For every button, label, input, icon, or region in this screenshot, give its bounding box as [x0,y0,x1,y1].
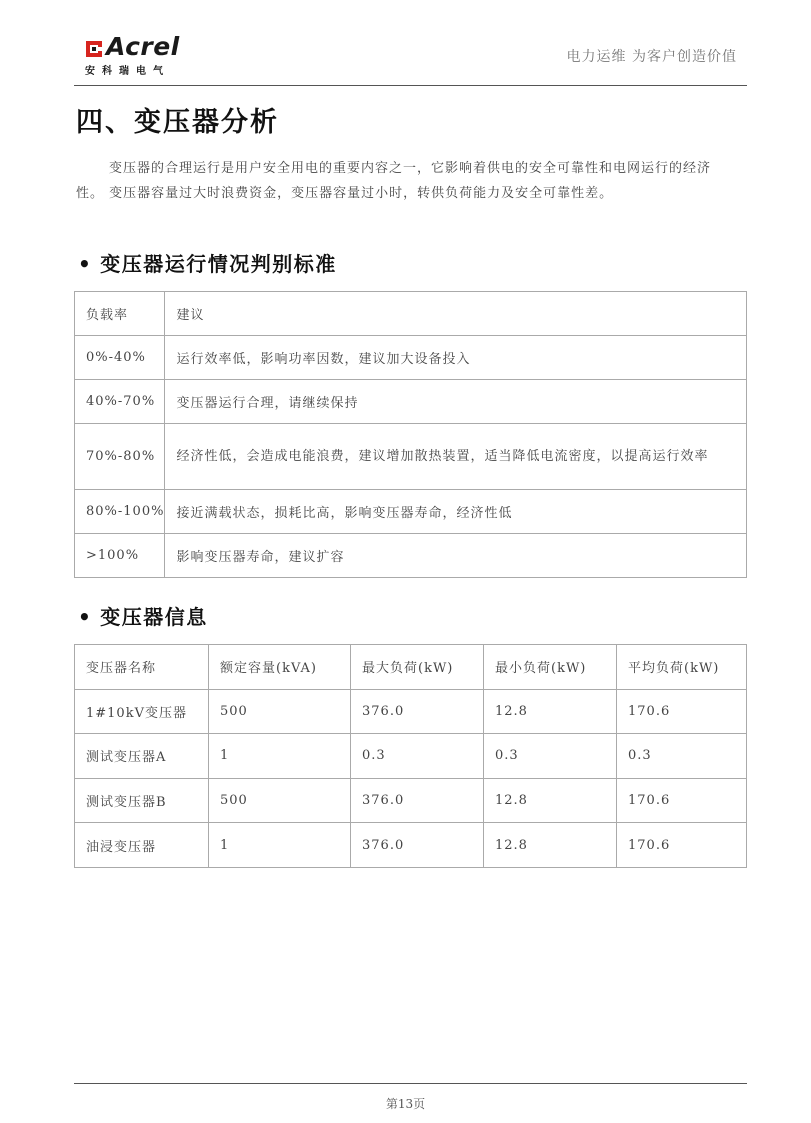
table-row [75,734,747,779]
table-row [75,336,747,380]
table-cell: 12.8 [484,778,617,823]
transformer-info-table [74,644,747,868]
table-row [75,778,747,823]
table-cell: 12.8 [484,689,617,734]
table-row [75,534,747,578]
table-cell: 70%-80% [75,424,165,490]
table-cell: 40%-70% [75,380,165,424]
table-cell: 0.3 [484,734,617,779]
footer-divider [74,1083,747,1084]
table-cell: 测试变压器B [75,778,209,823]
table-header-cell: 额定容量(kVA) [209,645,351,690]
table-cell: >100% [75,534,165,578]
section-title: 四、变压器分析 [76,107,279,138]
criteria-heading-text: 变压器运行情况判别标准 [100,252,337,276]
table-header-row [75,292,747,336]
logo-text: Acrel [106,32,180,61]
table-header-cell: 平均负荷(kW) [617,645,747,690]
table-cell: 170.6 [617,689,747,734]
table-cell: 油浸变压器 [75,823,209,868]
table-cell: 0%-40% [75,336,165,380]
logo-subtext: 安科瑞电气 [85,66,170,77]
table-row [75,490,747,534]
table-cell: 影响变压器寿命，建议扩容 [165,534,747,578]
table-row [75,380,747,424]
table-cell: 经济性低，会造成电能浪费，建议增加散热装置，适当降低电流密度，以提高运行效率 [165,424,747,490]
table-cell: 0.3 [351,734,484,779]
table-cell: 500 [209,778,351,823]
bullet-dot-icon: • [78,252,93,276]
page-header [74,30,747,86]
table-header-cell: 建议 [165,292,747,336]
table-cell: 376.0 [351,778,484,823]
table-row [75,689,747,734]
logo-mark-icon [84,38,104,60]
table-cell: 0.3 [617,734,747,779]
table-cell: 376.0 [351,689,484,734]
table-cell: 500 [209,689,351,734]
table-header-row [75,645,747,690]
table-cell: 运行效率低，影响功率因数，建议加大设备投入 [165,336,747,380]
bullet-dot-icon: • [78,605,93,629]
table-cell: 测试变压器A [75,734,209,779]
table-cell: 接近满载状态，损耗比高，影响变压器寿命，经济性低 [165,490,747,534]
table-cell: 80%-100% [75,490,165,534]
criteria-heading [78,248,337,277]
page-number: 第13页 [385,1097,426,1111]
table-row [75,823,747,868]
table-header-cell: 最小负荷(kW) [484,645,617,690]
table-cell: 变压器运行合理，请继续保持 [165,380,747,424]
table-cell: 12.8 [484,823,617,868]
table-cell: 170.6 [617,823,747,868]
table-cell: 1 [209,823,351,868]
table-cell: 1 [209,734,351,779]
acrel-logo [84,34,194,78]
table-cell: 1#10kV变压器 [75,689,209,734]
info-heading [78,601,208,630]
info-heading-text: 变压器信息 [100,605,208,629]
criteria-table [74,291,747,578]
table-cell: 170.6 [617,778,747,823]
table-cell: 376.0 [351,823,484,868]
table-header-cell: 变压器名称 [75,645,209,690]
table-header-cell: 最大负荷(kW) [351,645,484,690]
header-slogan: 电力运维 为客户创造价值 [566,49,737,65]
intro-paragraph: 变压器的合理运行是用户安全用电的重要内容之一，它影响着供电的安全可靠性和电网运行的经济性。 变压器容量过大时浪费资金，变压器容量过小时，转供负荷能力及安全可靠性差。 [76,161,712,201]
table-row [75,424,747,490]
header-divider [74,85,747,86]
table-header-cell: 负载率 [75,292,165,336]
